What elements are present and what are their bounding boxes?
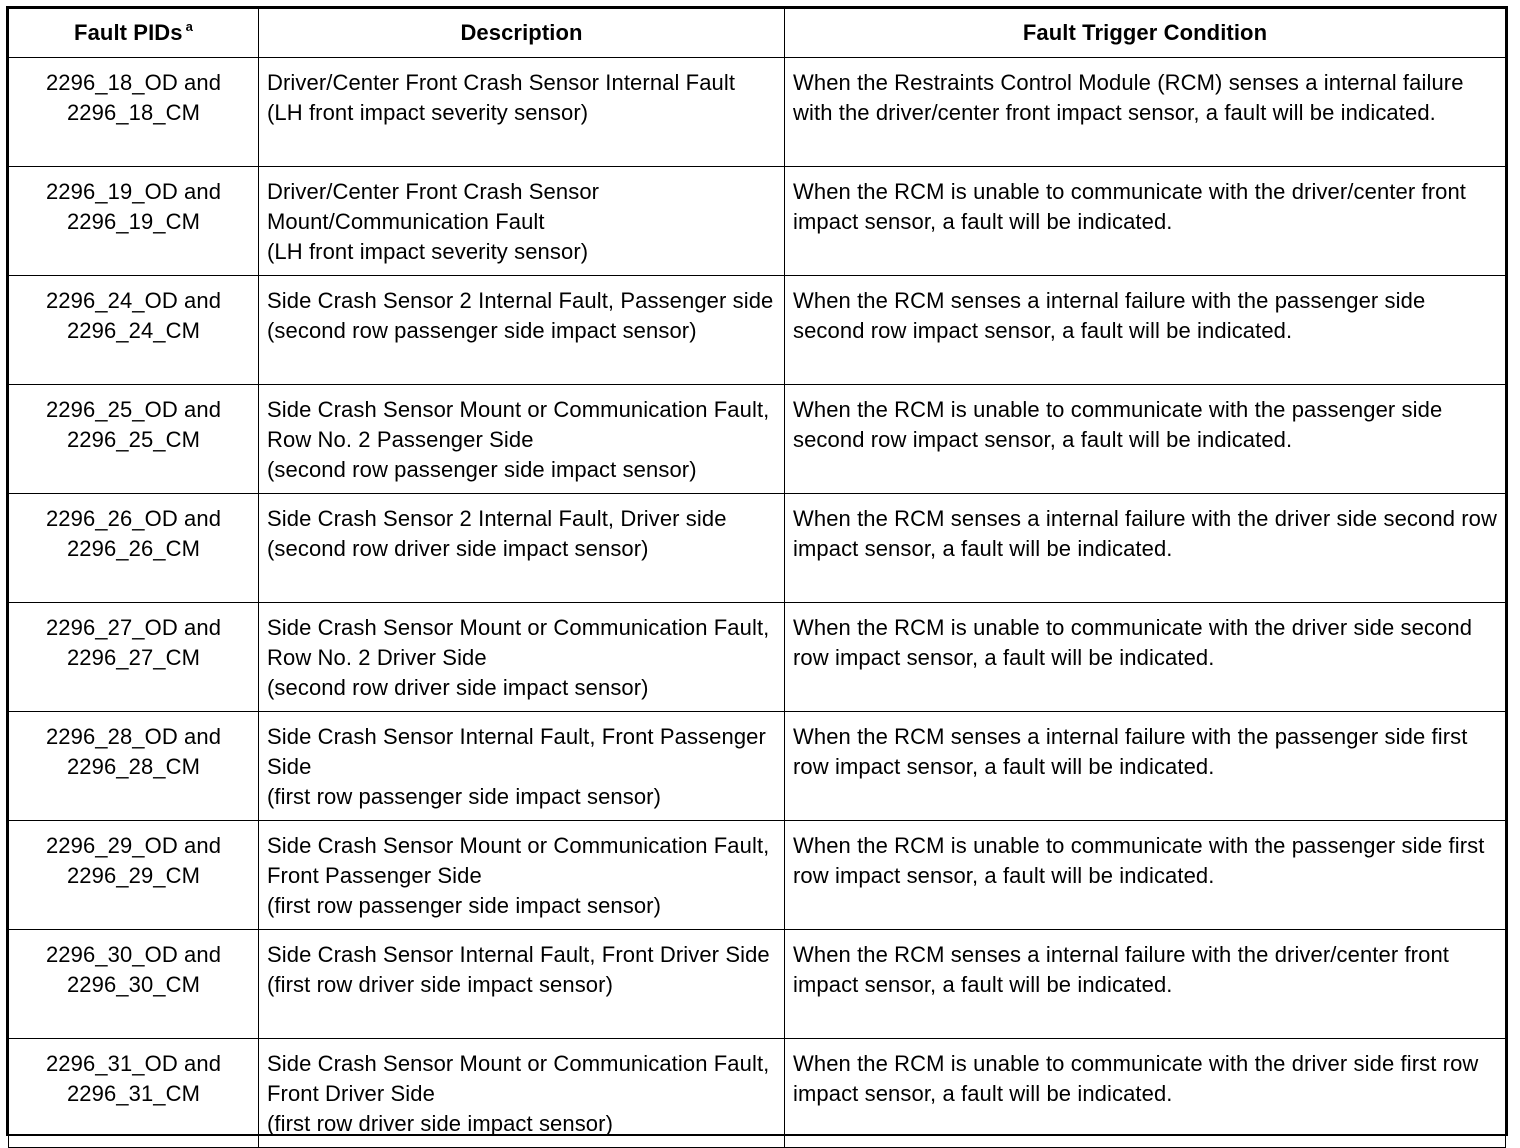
trigger-condition-cell: When the RCM is unable to communicate with the driver side second row impact sensor, a fault will be indicated.	[785, 603, 1506, 712]
fault-pid-cm: 2296_26_CM	[66, 536, 201, 561]
description-text: Side Crash Sensor Mount or Communication Fault, Row No. 2 Passenger Side	[267, 397, 770, 452]
table-row	[9, 1039, 1506, 1148]
fault-pid-cm: 2296_27_CM	[66, 645, 201, 670]
fault-pid-od: 2296_28_OD and	[45, 724, 222, 749]
description-text: Side Crash Sensor Internal Fault, Front Driver Side	[267, 942, 770, 967]
description-cell	[259, 712, 785, 821]
fault-pid-cm: 2296_29_CM	[66, 863, 201, 888]
header-fault-pids	[9, 9, 259, 58]
fault-pid-cm: 2296_25_CM	[66, 427, 201, 452]
header-fault-pids-label: Fault PIDs	[74, 20, 183, 45]
description-text: Driver/Center Front Crash Sensor Internal Fault	[267, 70, 736, 95]
fault-pid-cell	[9, 1039, 259, 1148]
description-sensor: (first row driver side impact sensor)	[267, 1111, 613, 1136]
table-header-row	[9, 9, 1506, 58]
trigger-condition-cell: When the RCM is unable to communicate with the driver side first row impact sensor, a fault will be indicated.	[785, 1039, 1506, 1148]
fault-pid-cm: 2296_28_CM	[66, 754, 201, 779]
description-text: Driver/Center Front Crash Sensor Mount/Communication Fault	[267, 179, 600, 234]
fault-pid-cm: 2296_19_CM	[66, 209, 201, 234]
description-cell	[259, 167, 785, 276]
fault-pid-cm: 2296_18_CM	[66, 100, 201, 125]
description-text: Side Crash Sensor Internal Fault, Front Passenger Side	[267, 724, 766, 779]
table-row	[9, 167, 1506, 276]
trigger-condition-cell: When the RCM is unable to communicate with the driver/center front impact sensor, a fault will be indicated.	[785, 167, 1506, 276]
trigger-condition-cell: When the RCM senses a internal failure with the passenger side first row impact sensor, a fault will be indicated.	[785, 712, 1506, 821]
footnote-marker: a	[185, 19, 193, 34]
fault-pid-cell	[9, 385, 259, 494]
fault-pid-cell	[9, 494, 259, 603]
trigger-condition-cell: When the RCM senses a internal failure with the passenger side second row impact sensor, a fault will be indicated.	[785, 276, 1506, 385]
fault-pid-od: 2296_25_OD and	[45, 397, 222, 422]
description-sensor: (first row driver side impact sensor)	[267, 972, 613, 997]
description-text: Side Crash Sensor Mount or Communication Fault, Front Driver Side	[267, 1051, 770, 1106]
description-sensor: (LH front impact severity sensor)	[267, 239, 589, 264]
description-text: Side Crash Sensor Mount or Communication Fault, Row No. 2 Driver Side	[267, 615, 770, 670]
fault-pid-cm: 2296_30_CM	[66, 972, 201, 997]
description-cell	[259, 58, 785, 167]
fault-pid-cell	[9, 930, 259, 1039]
trigger-condition-cell: When the RCM is unable to communicate with the passenger side first row impact sensor, a fault will be indicated.	[785, 821, 1506, 930]
description-cell	[259, 930, 785, 1039]
trigger-condition-cell: When the RCM is unable to communicate with the passenger side second row impact sensor, a fault will be indicated.	[785, 385, 1506, 494]
header-description: Description	[259, 9, 785, 58]
description-text: Side Crash Sensor Mount or Communication Fault, Front Passenger Side	[267, 833, 770, 888]
table-row	[9, 821, 1506, 930]
description-text: Side Crash Sensor 2 Internal Fault, Passenger side	[267, 288, 774, 313]
fault-pid-od: 2296_18_OD and	[45, 70, 222, 95]
description-sensor: (second row driver side impact sensor)	[267, 675, 649, 700]
trigger-condition-cell: When the RCM senses a internal failure with the driver/center front impact sensor, a fault will be indicated.	[785, 930, 1506, 1039]
fault-pid-table-container	[6, 6, 1508, 1136]
fault-pid-od: 2296_30_OD and	[45, 942, 222, 967]
fault-pid-od: 2296_31_OD and	[45, 1051, 222, 1076]
fault-pid-cell	[9, 167, 259, 276]
fault-pid-cell	[9, 603, 259, 712]
table-row	[9, 385, 1506, 494]
fault-pid-cell	[9, 712, 259, 821]
description-cell	[259, 385, 785, 494]
description-sensor: (second row passenger side impact sensor)	[267, 457, 697, 482]
fault-pid-od: 2296_26_OD and	[45, 506, 222, 531]
description-cell	[259, 603, 785, 712]
fault-pid-od: 2296_29_OD and	[45, 833, 222, 858]
description-cell	[259, 1039, 785, 1148]
fault-pid-od: 2296_27_OD and	[45, 615, 222, 640]
trigger-condition-cell: When the RCM senses a internal failure with the driver side second row impact sensor, a fault will be indicated.	[785, 494, 1506, 603]
fault-pid-cell	[9, 58, 259, 167]
table-row	[9, 58, 1506, 167]
fault-pid-od: 2296_19_OD and	[45, 179, 222, 204]
description-sensor: (first row passenger side impact sensor)	[267, 893, 662, 918]
fault-pid-cell	[9, 821, 259, 930]
header-fault-trigger-condition: Fault Trigger Condition	[785, 9, 1506, 58]
description-cell	[259, 494, 785, 603]
description-cell	[259, 276, 785, 385]
fault-pid-od: 2296_24_OD and	[45, 288, 222, 313]
description-text: Side Crash Sensor 2 Internal Fault, Driver side	[267, 506, 727, 531]
description-sensor: (first row passenger side impact sensor)	[267, 784, 662, 809]
fault-pid-cm: 2296_24_CM	[66, 318, 201, 343]
table-row	[9, 930, 1506, 1039]
description-sensor: (second row passenger side impact sensor)	[267, 318, 697, 343]
fault-pid-cm: 2296_31_CM	[66, 1081, 201, 1106]
description-sensor: (LH front impact severity sensor)	[267, 100, 589, 125]
fault-pid-cell	[9, 276, 259, 385]
table-row	[9, 494, 1506, 603]
description-cell	[259, 821, 785, 930]
table-row	[9, 276, 1506, 385]
table-row	[9, 603, 1506, 712]
table-row	[9, 712, 1506, 821]
description-sensor: (second row driver side impact sensor)	[267, 536, 649, 561]
trigger-condition-cell: When the Restraints Control Module (RCM) senses a internal failure with the driver/center front impact sensor, a fault will be indicated.	[785, 58, 1506, 167]
fault-pid-table	[8, 8, 1506, 1148]
